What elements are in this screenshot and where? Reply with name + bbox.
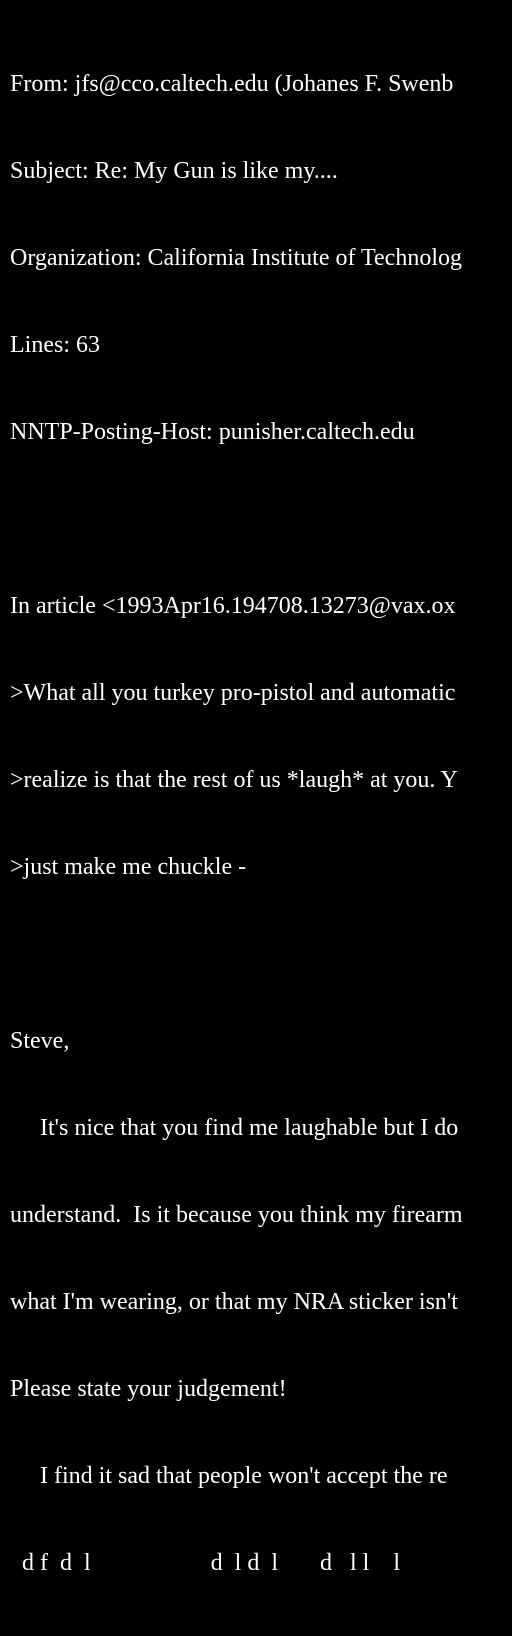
reply-line: Please state your judgement! — [10, 1376, 287, 1402]
quoted-line: >realize is that the rest of us *laugh* at you. Y — [10, 767, 458, 793]
header-subject: Subject: Re: My Gun is like my.... — [10, 158, 338, 184]
quoted-line: >What all you turkey pro-pistol and automatic — [10, 680, 456, 706]
message-body — [10, 12, 512, 1636]
reply-line: what I'm wearing, or that my NRA sticker isn't — [10, 1289, 458, 1315]
reply-line-partial: d f d l d l d l d l l l — [10, 1550, 400, 1576]
blank-line — [10, 940, 512, 969]
header-nntp-posting-host: NNTP-Posting-Host: punisher.caltech.edu — [10, 419, 415, 445]
header-from: From: jfs@cco.caltech.edu (Johanes F. Swenb — [10, 71, 454, 97]
reply-salutation: Steve, — [10, 1028, 70, 1054]
quote-attribution: In article <1993Apr16.194708.13273@vax.ox — [10, 593, 456, 619]
header-organization: Organization: California Institute of Technolog — [10, 245, 462, 271]
blank-line — [10, 505, 512, 534]
header-lines: Lines: 63 — [10, 332, 100, 358]
reply-line: I find it sad that people won't accept the re — [10, 1463, 448, 1489]
quoted-line: >just make me chuckle - — [10, 854, 247, 880]
reply-line: It's nice that you find me laughable but I do — [10, 1115, 459, 1141]
reply-line: understand. Is it because you think my firearm — [10, 1202, 463, 1228]
